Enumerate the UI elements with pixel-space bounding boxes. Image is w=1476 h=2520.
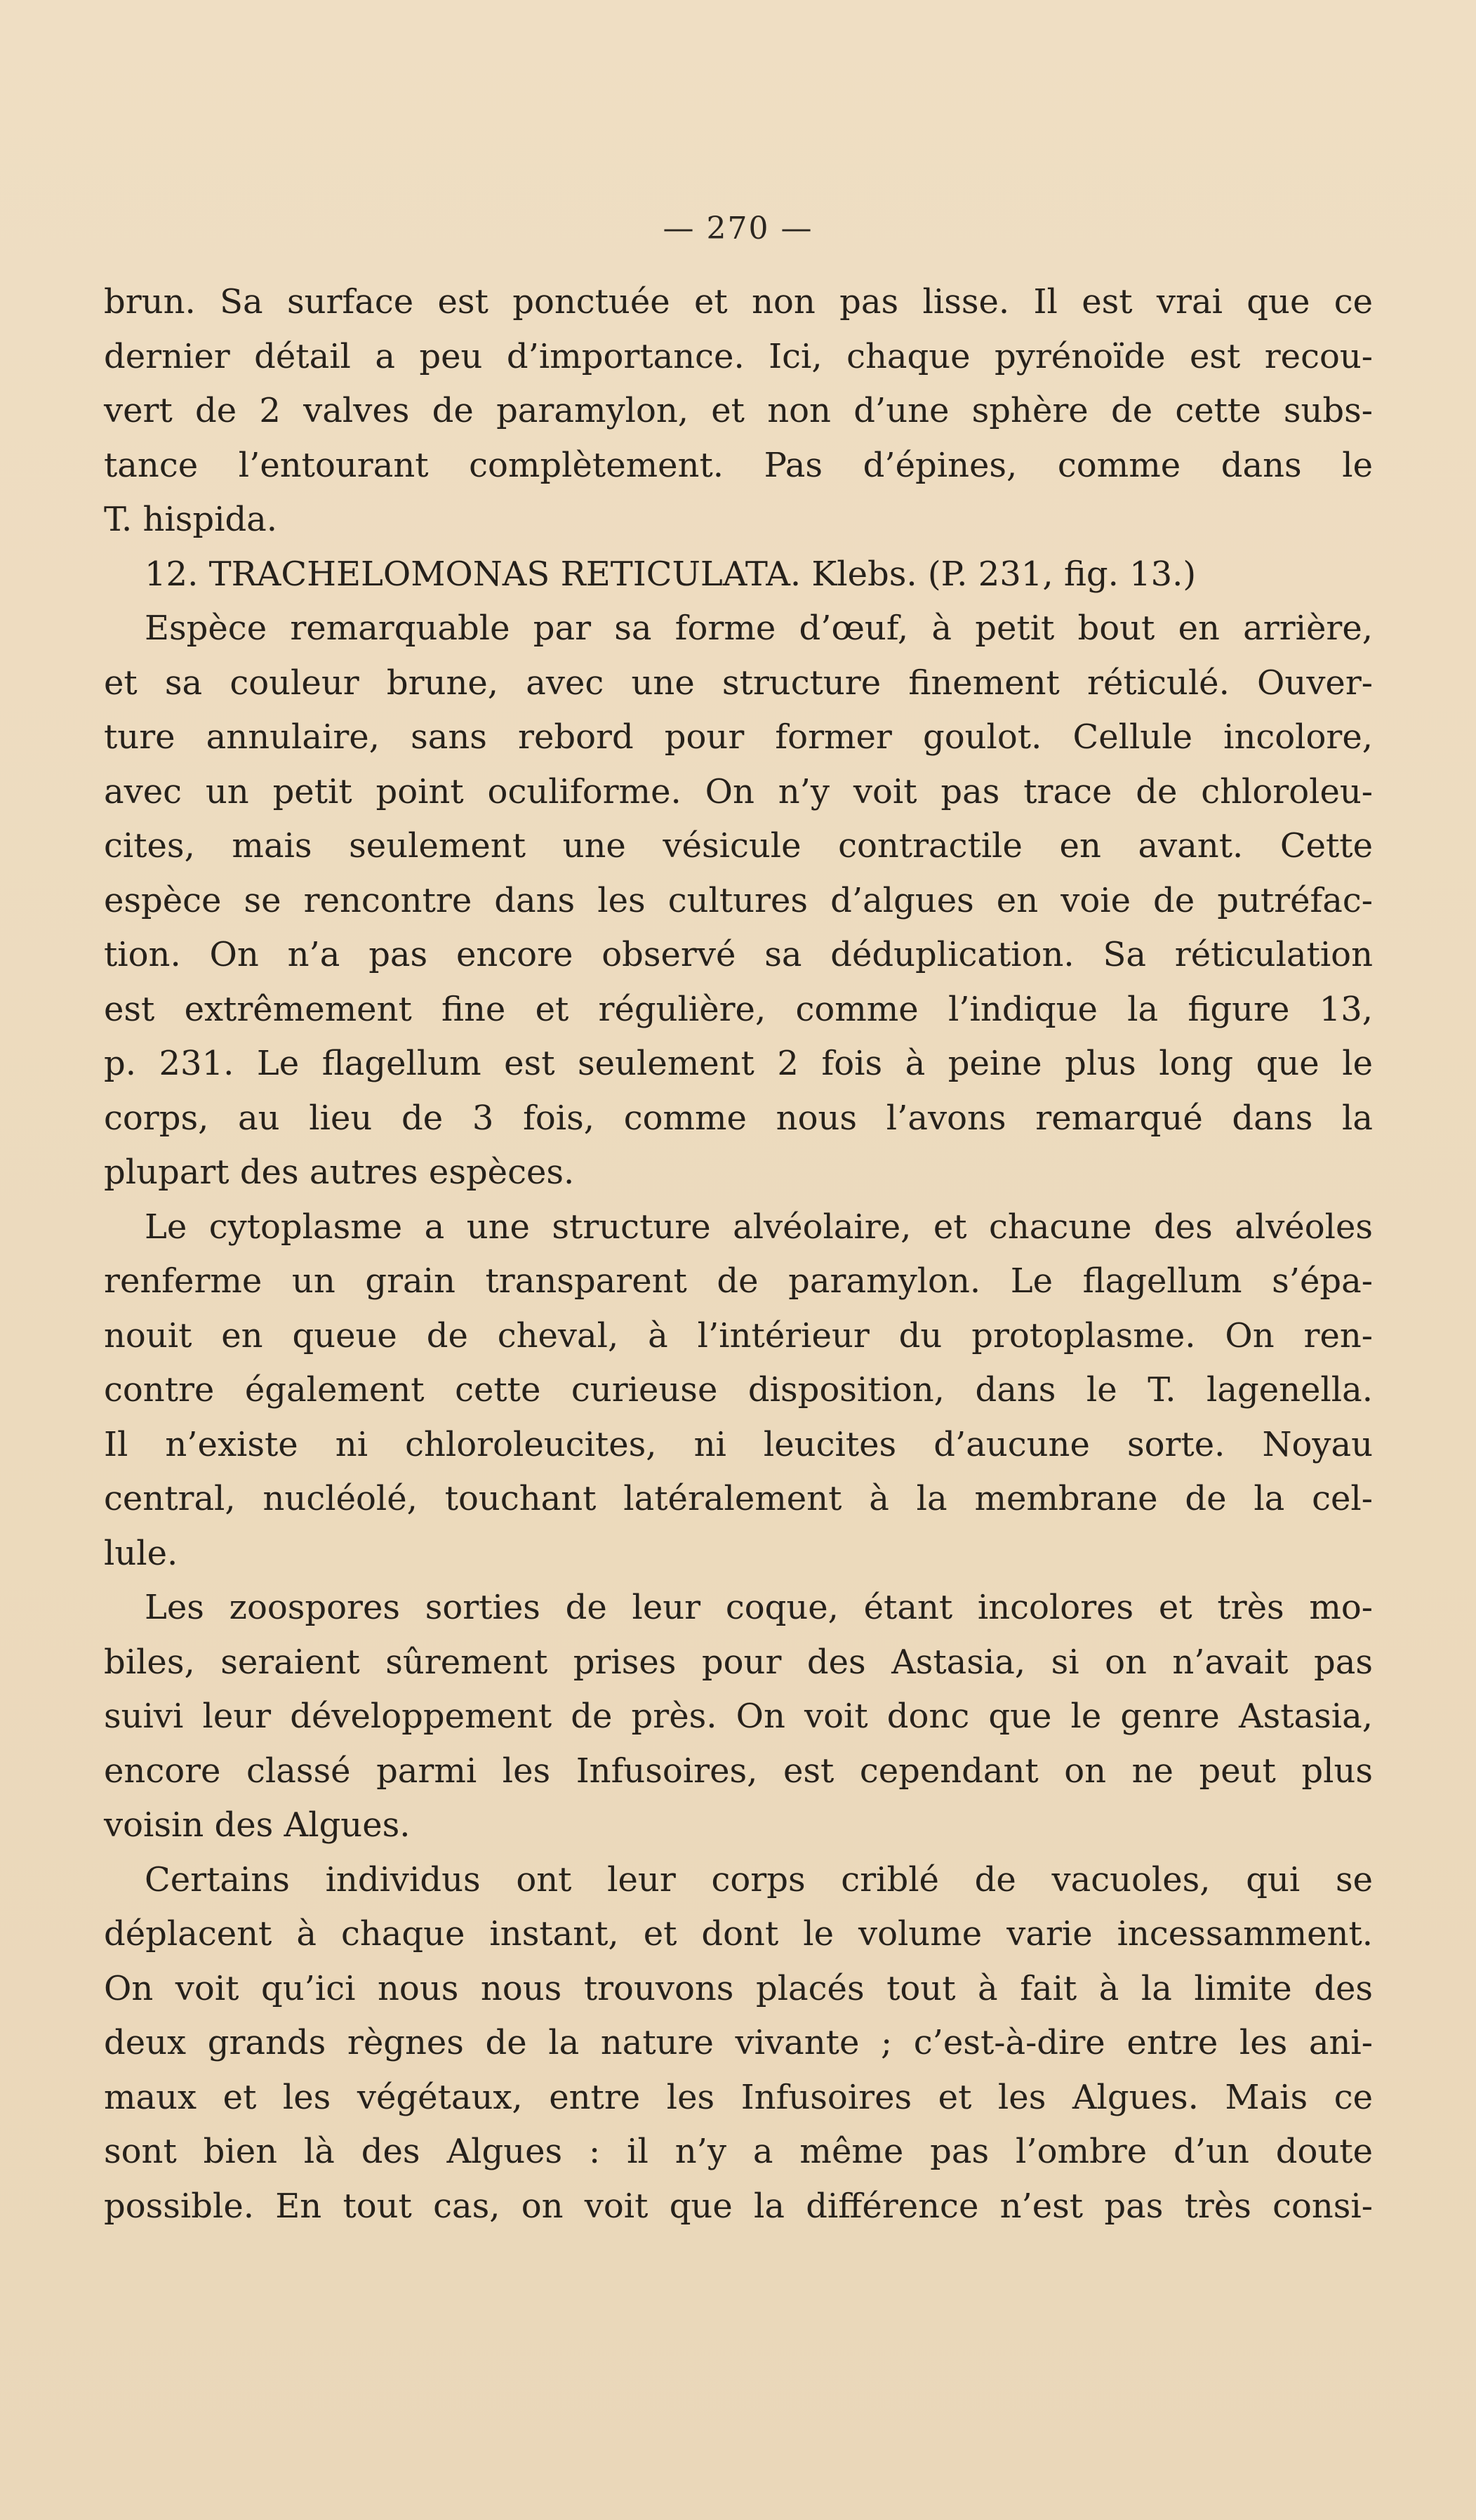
text-line: plupart des autres espèces. [104,1153,575,1192]
text-line: brun. Sa surface est ponctuée et non pas lisse. Il est vrai que ce [104,282,1373,321]
text-line: Espèce remarquable par sa forme d’œuf, à petit bout en arrière, [145,609,1373,648]
text-line: On voit qu’ici nous nous trouvons placés tout à fait à la limite des [104,1968,1373,2008]
text-line: Les zoospores sorties de leur coque, étant incolores et très mo- [145,1588,1373,1627]
text-line: biles, seraient sûrement prises pour des Astasia, si on n’avait pas [104,1642,1373,1682]
text-line: cites, mais seulement une vésicule contractile en avant. Cette [104,826,1373,866]
text-line: dernier détail a peu d’importance. Ici, chaque pyrénoïde est recou- [104,336,1373,376]
text-line: Il n’existe ni chloroleucites, ni leucites d’aucune sorte. Noyau [104,1424,1373,1464]
text-line: ture annulaire, sans rebord pour former goulot. Cellule incolore, [104,717,1373,757]
text-line: suivi leur développement de près. On voit donc que le genre Astasia, [104,1697,1373,1736]
text-line: nouit en queue de cheval, à l’intérieur du protoplasme. On ren- [104,1315,1373,1355]
text-line: p. 231. Le flagellum est seulement 2 fois à peine plus long que le [104,1044,1373,1083]
text-line: tion. On n’a pas encore observé sa déduplication. Sa réticulation [104,935,1373,974]
text-line: possible. En tout cas, on voit que la différence n’est pas très consi- [104,2186,1373,2226]
body-text [104,275,1373,2234]
page-number: — 270 — [663,211,813,246]
text-line: corps, au lieu de 3 fois, comme nous l’avons remarqué dans la [104,1098,1373,1138]
text-line: avec un petit point oculiforme. On n’y voit pas trace de chloroleu- [104,771,1373,811]
text-line: deux grands règnes de la nature vivante ; c’est-à-dire entre les ani- [104,2023,1373,2062]
text-line: Certains individus ont leur corps criblé de vacuoles, qui se [145,1859,1373,1899]
text-line: lule. [104,1533,178,1573]
text-line: contre également cette curieuse disposition, dans le T. lagenella. [104,1370,1373,1410]
text-line: est extrêmement fine et régulière, comme l’indique la figure 13, [104,989,1373,1029]
text-line: vert de 2 valves de paramylon, et non d’une sphère de cette subs- [104,391,1373,430]
text-line: et sa couleur brune, avec une structure finement réticulé. Ouver- [104,663,1373,703]
text-line: voisin des Algues. [104,1805,411,1845]
text-line: déplacent à chaque instant, et dont le volume varie incessamment. [104,1914,1373,1954]
text-line: renferme un grain transparent de paramylon. Le flagellum s’épa- [104,1261,1373,1301]
text-line: central, nucléolé, touchant latéralement à la membrane de la cel- [104,1479,1373,1518]
text-line: sont bien là des Algues : il n’y a même pas l’ombre d’un doute [104,2132,1373,2171]
text-line: maux et les végétaux, entre les Infusoires et les Algues. Mais ce [104,2077,1373,2117]
text-line: Le cytoplasme a une structure alvéolaire, et chacune des alvéoles [145,1207,1373,1247]
text-line: espèce se rencontre dans les cultures d’algues en voie de putréfac- [104,880,1373,920]
text-line: T. hispida. [104,500,278,539]
text-line: tance l’entourant complètement. Pas d’épines, comme dans le [104,445,1373,485]
text-line: encore classé parmi les Infusoires, est cependant on ne peut plus [104,1751,1373,1791]
text-line: 12. TRACHELOMONAS RETICULATA. Klebs. (P. 231, fig. 13.) [145,554,1197,594]
